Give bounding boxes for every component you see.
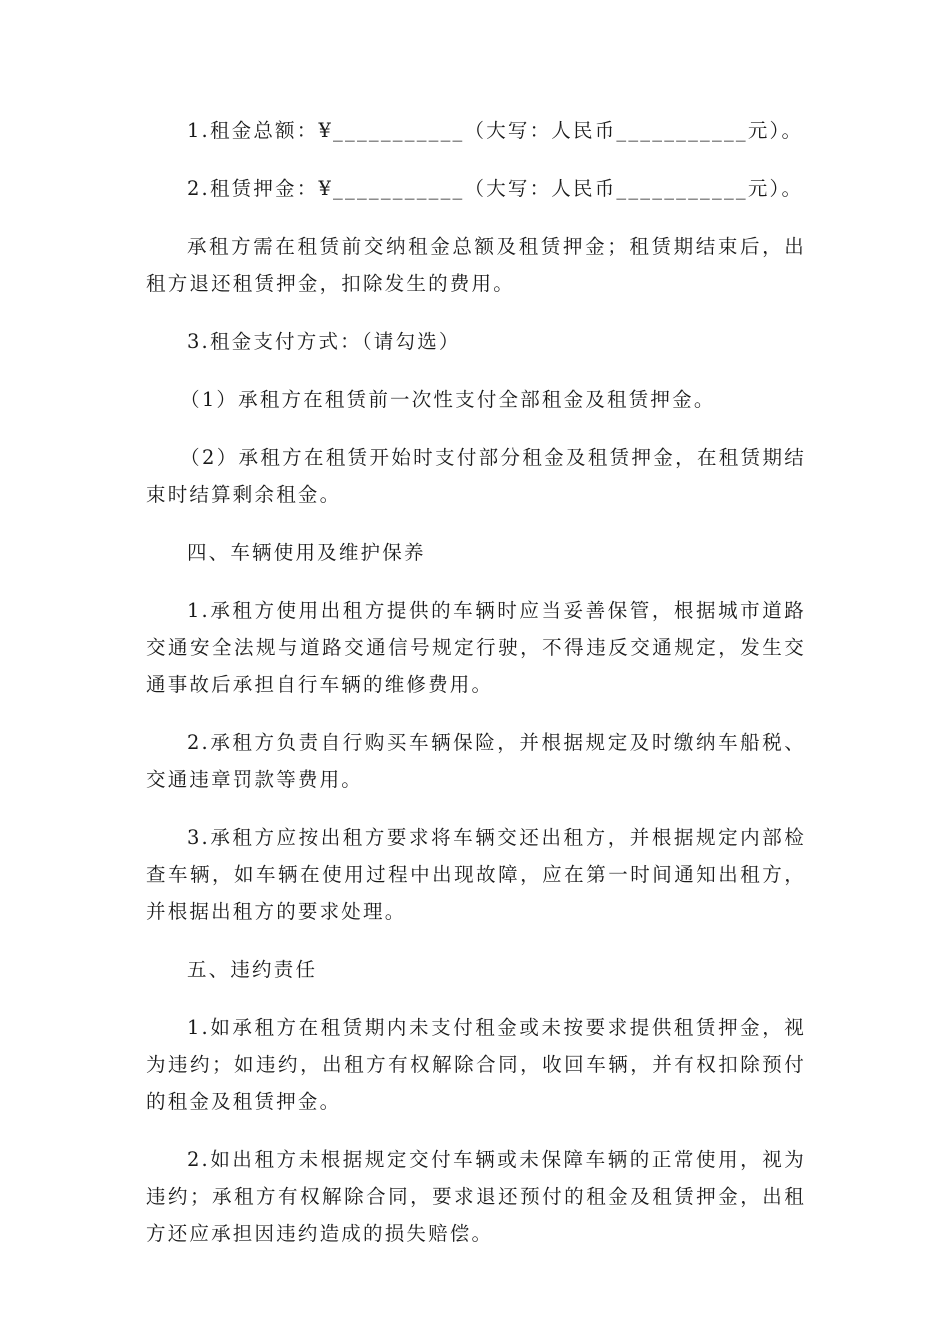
rent-total-line: 1.租金总额：¥___________（大写：人民币___________元）。 [186, 119, 804, 142]
section-heading-vehicle-use: 四、车辆使用及维护保养 [186, 541, 426, 564]
breach-clause-2: 2.如出租方未根据规定交付车辆或未保障车辆的正常使用，视为违约；承租方有权解除合同，要求退还预付的租金及租赁押金，出租方还应承担因违约造成的损失赔偿。 [146, 1148, 806, 1245]
breach-clause-1: 1.如承租方在租赁期内未支付租金或未按要求提供租赁押金，视为违约；如违约，出租方有权解除合同，收回车辆，并有权扣除预付的租金及租赁押金。 [146, 1016, 806, 1113]
vehicle-use-clause-3: 3.承租方应按出租方要求将车辆交还出租方，并根据规定内部检查车辆，如车辆在使用过程中出现故障，应在第一时间通知出租方，并根据出租方的要求处理。 [146, 826, 806, 923]
payment-option-1: （1）承租方在租赁前一次性支付全部租金及租赁押金。 [180, 388, 716, 411]
vehicle-use-clause-2: 2.承租方负责自行购买车辆保险，并根据规定及时缴纳车船税、交通违章罚款等费用。 [146, 731, 806, 791]
payment-requirement-paragraph: 承租方需在租赁前交纳租金总额及租赁押金；租赁期结束后，出租方退还租赁押金，扣除发生的费用。 [146, 235, 806, 295]
section-heading-breach: 五、违约责任 [186, 958, 318, 981]
payment-option-2: （2）承租方在租赁开始时支付部分租金及租赁押金，在租赁期结束时结算剩余租金。 [146, 446, 806, 506]
document-page [146, 112, 806, 1273]
deposit-line: 2.租赁押金：¥___________（大写：人民币___________元）。 [186, 177, 804, 200]
vehicle-use-clause-1: 1.承租方使用出租方提供的车辆时应当妥善保管，根据城市道路交通安全法规与道路交通信号规定行驶，不得违反交通规定，发生交通事故后承担自行车辆的维修费用。 [146, 599, 806, 696]
payment-method-heading: 3.租金支付方式：（请勾选） [186, 330, 461, 353]
